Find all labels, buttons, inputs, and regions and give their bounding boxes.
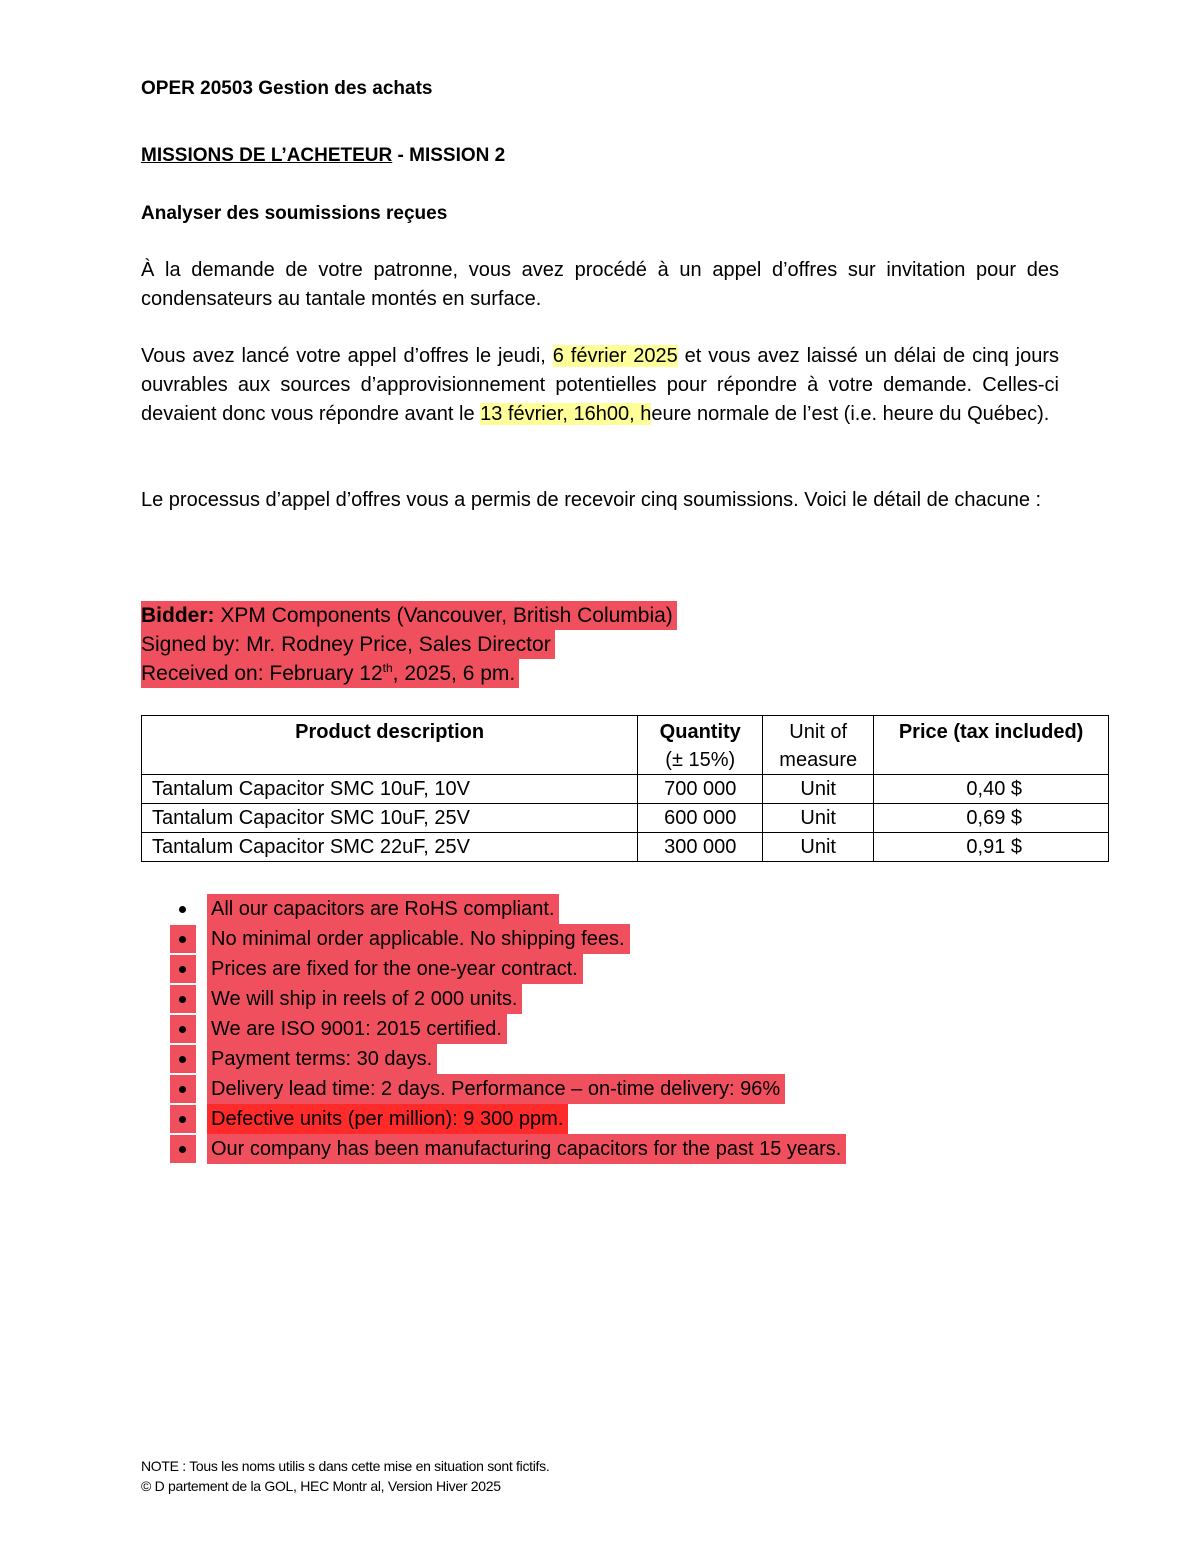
signed-value: Mr. Rodney Price, Sales Director bbox=[240, 633, 551, 656]
received-value-a: February 12 bbox=[263, 662, 383, 685]
launch-date-highlight: 6 février 2025 bbox=[552, 345, 678, 367]
subtitle: Analyser des soumissions reçues bbox=[141, 203, 448, 224]
cell-unit: Unit bbox=[763, 833, 874, 862]
timeline-text-a: Vous avez lancé votre appel d’offres le jeudi, bbox=[141, 345, 553, 367]
bullet-icon bbox=[170, 1075, 196, 1103]
header-unit: Unit of measure bbox=[763, 716, 874, 775]
received-value-b: , 2025, 6 pm. bbox=[392, 662, 516, 685]
header-quantity: Quantity (± 15%) bbox=[638, 716, 763, 775]
mission-title bbox=[141, 141, 505, 170]
bullet-icon bbox=[170, 925, 196, 953]
header-price: Price (tax included) bbox=[874, 716, 1109, 775]
received-line bbox=[141, 659, 519, 688]
bullet-icon bbox=[170, 985, 196, 1013]
bidder-label: Bidder: bbox=[141, 604, 215, 627]
bullet-icon bbox=[170, 1045, 196, 1073]
deadline-highlight: 13 février, 16h00, h bbox=[480, 403, 652, 425]
cell-price: 0,69 $ bbox=[874, 804, 1109, 833]
course-title: OPER 20503 Gestion des achats bbox=[141, 78, 433, 99]
footer-note: NOTE : Tous les noms utilis s dans cette mise en situation sont fictifs. bbox=[141, 1458, 550, 1474]
signed-label: Signed by: bbox=[141, 633, 241, 656]
table-row bbox=[142, 775, 1109, 804]
table-row bbox=[142, 833, 1109, 862]
paragraph-intro: À la demande de votre patronne, vous avez procédé à un appel d’offres sur invitation pour des condensateurs au tantale montés en surface. bbox=[141, 259, 1059, 310]
bidder-line bbox=[141, 601, 677, 630]
mission-title-rest: - MISSION 2 bbox=[392, 145, 506, 166]
bullet-icon bbox=[170, 955, 196, 983]
table-header-row bbox=[142, 716, 1109, 775]
cell-quantity: 600 000 bbox=[638, 804, 763, 833]
price-table bbox=[141, 715, 1109, 862]
header-description: Product description bbox=[142, 716, 638, 775]
cell-price: 0,91 $ bbox=[874, 833, 1109, 862]
bidder-value: XPM Components (Vancouver, British Columbia) bbox=[214, 604, 673, 627]
bullet-icon bbox=[170, 895, 196, 923]
cell-description: Tantalum Capacitor SMC 10uF, 25V bbox=[142, 804, 638, 833]
signed-line bbox=[141, 630, 555, 659]
bullet-icon bbox=[170, 1105, 196, 1133]
timeline-text-b: et vous avez laissé un délai de cinq jours ouvrables aux sources d’approvisionnement potentielles pour répondre à votre demande. Celles-ci devaient donc vous répondre avant le bbox=[141, 345, 1060, 425]
cell-description: Tantalum Capacitor SMC 22uF, 25V bbox=[142, 833, 638, 862]
footer-copyright: © D partement de la GOL, HEC Montr al, Version Hiver 2025 bbox=[141, 1478, 501, 1494]
bullet-icon bbox=[170, 1015, 196, 1043]
cell-quantity: 700 000 bbox=[638, 775, 763, 804]
document-page: OPER 20503 Gestion des achats MISSIONS DE L’ACHETEUR - MISSION 2 Analyser des soumissions reçues À la demande de votre patronne, vous avez procédé à un appel d’offres sur invitation pour des condensateurs au tantale montés en surface. Vous avez lancé votre appel d’offres le jeudi, 6 février 2025 et vous avez laissé un délai de cinq jours ouvrables aux sources d’approvisionnement potentielles pour répondre à votre demande. Celles-ci devaient donc vous répondre avant le 13 février, 16h00, heure normale de l’est (i.e. heure du Québec). Le processus d’appel d’offres vous a permis de recevoir cinq soumissions. Voici le détail de chacune : Bidder: XPM Components (Vancouver, British Columbia) Signed by: Mr. Rodney Price, Sales Director Received on: February 12th, 2025, 6 pm. Product description Quantity (± 15%) Unit of measure Price (tax included) Tantalum Capacitor SMC 10uF, 10V 700 000 Unit 0,40 $ Tantalum Capacitor SMC 10uF, 25V 600 000 Unit 0,69 $ Tantalum Capacitor SMC 22uF, 25V 300 000 Unit 0,91 $ All our capacitors are RoHS compliant. No minimal order applicable. No shipping fees. Prices are fixed for the one-year contract. We will ship in reels of 2 000 units. We are ISO 9001: 2015 certified. Payment terms: 30 days. Delivery lead time: 2 days. Performance – on-time delivery: 96% Defective units (per million): 9 300 ppm. Our company has been manufacturing capacitors for the past 15 years. NOTE : Tous les noms utilis s dans cette mise en situation sont fictifs. © D partement de la GOL, HEC Montr al, Version Hiver 2025 bbox=[0, 0, 1200, 1553]
bullet-icon bbox=[170, 1135, 196, 1163]
received-label: Received on: bbox=[141, 662, 264, 685]
mission-title-underlined: MISSIONS DE L’ACHETEUR bbox=[141, 145, 393, 166]
cell-price: 0,40 $ bbox=[874, 775, 1109, 804]
cell-unit: Unit bbox=[763, 804, 874, 833]
paragraph-submissions: Le processus d’appel d’offres vous a permis de recevoir cinq soumissions. Voici le détail de chacune : bbox=[141, 489, 1042, 511]
received-sup: th bbox=[382, 661, 393, 675]
table-row bbox=[142, 804, 1109, 833]
cell-unit: Unit bbox=[763, 775, 874, 804]
cell-quantity: 300 000 bbox=[638, 833, 763, 862]
paragraph-timeline bbox=[141, 342, 1059, 429]
timeline-text-c: eure normale de l’est (i.e. heure du Québec). bbox=[651, 403, 1050, 425]
cell-description: Tantalum Capacitor SMC 10uF, 10V bbox=[142, 775, 638, 804]
